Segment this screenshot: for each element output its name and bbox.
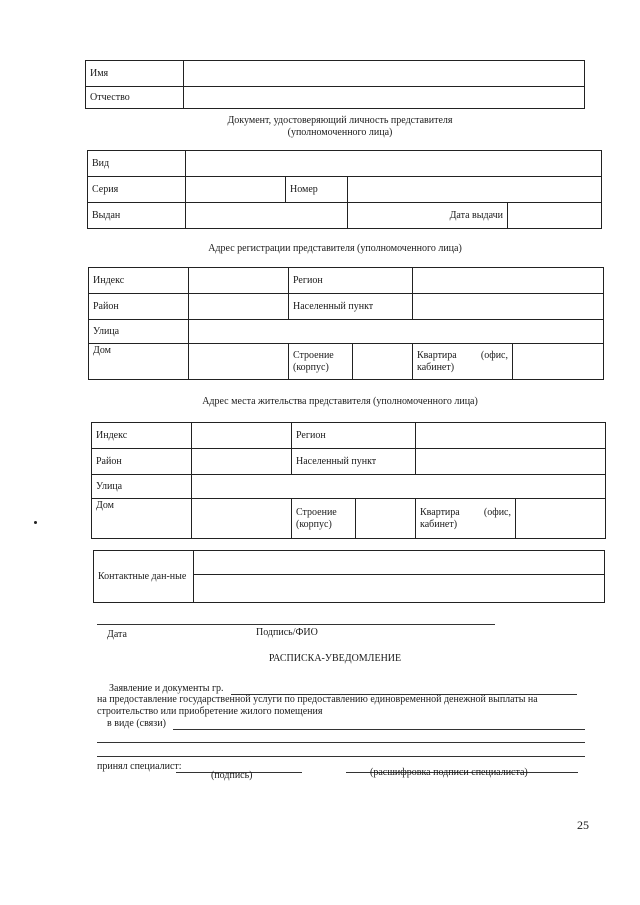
doc-number-field[interactable] [348,177,602,203]
doc-issued-field[interactable] [186,203,348,229]
page-number: 25 [577,818,589,832]
first-name-label: Имя [86,61,184,87]
reg-region-field[interactable] [413,268,604,294]
res-house-field[interactable] [192,499,292,539]
reg-district-label: Район [89,294,189,320]
signature-line[interactable] [97,624,495,625]
reg-house-field[interactable] [189,344,289,380]
receipt-form-line-3[interactable] [97,756,585,757]
res-building-field[interactable] [356,499,416,539]
first-name-field[interactable] [184,61,585,87]
reg-address-table [88,267,604,380]
accepted-label: принял специалист: [97,761,182,772]
reg-locality-label: Населенный пункт [289,294,413,320]
doc-series-label: Серия [88,177,186,203]
doc-series-field[interactable] [186,177,286,203]
receipt-form-line-1[interactable] [173,729,585,730]
receipt-form-line-2[interactable] [97,742,585,743]
doc-issue-date-field[interactable] [508,203,602,229]
doc-type-field[interactable] [186,151,602,177]
reg-region-label: Регион [289,268,413,294]
res-apartment-field[interactable] [516,499,606,539]
res-address-table [91,422,606,539]
res-building-label: Строение (корпус) [292,499,356,539]
res-street-label: Улица [92,475,192,499]
contacts-table [93,550,605,603]
doc-issued-label: Выдан [88,203,186,229]
date-label: Дата [107,629,127,640]
doc-type-label: Вид [88,151,186,177]
reg-building-field[interactable] [353,344,413,380]
name-table [85,60,585,109]
receipt-service-text: на предоставление государственной услуги по предоставлению единовременной денежной выплаты на [97,694,538,705]
doc-section-title: Документ, удостоверяющий личность представителя [227,115,453,126]
reg-apartment-label: Квартира (офис, кабинет) [413,344,513,380]
reg-street-field[interactable] [189,320,604,344]
reg-locality-field[interactable] [413,294,604,320]
stray-mark [34,521,37,524]
res-district-label: Район [92,449,192,475]
reg-street-label: Улица [89,320,189,344]
reg-apartment-field[interactable] [513,344,604,380]
receipt-form-label: в виде (связи) [107,718,166,729]
doc-issue-date-label: Дата выдачи [348,203,508,229]
receipt-applicant-label: Заявление и документы гр. [109,683,224,694]
decode-caption: (расшифровка подписи специалиста) [370,767,528,778]
res-index-label: Индекс [92,423,192,449]
reg-district-field[interactable] [189,294,289,320]
document-table [87,150,602,229]
res-address-title: Адрес места жительства представителя (уполномоченного лица) [202,396,478,407]
res-locality-label: Населенный пункт [292,449,416,475]
receipt-service-text-2: строительство или приобретение жилого помещения [97,706,323,717]
res-apartment-label: Квартира (офис, кабинет) [416,499,516,539]
res-index-field[interactable] [192,423,292,449]
sign-fio-label: Подпись/ФИО [256,627,318,638]
res-region-label: Регион [292,423,416,449]
contacts-label: Контактные дан-ные [94,551,194,603]
patronymic-field[interactable] [184,87,585,109]
patronymic-label: Отчество [86,87,184,109]
reg-building-label: Строение (корпус) [289,344,353,380]
res-house-label: Дом [92,499,192,539]
res-district-field[interactable] [192,449,292,475]
res-street-field[interactable] [192,475,606,499]
contacts-field-2[interactable] [194,575,605,603]
doc-number-label: Номер [286,177,348,203]
reg-address-title: Адрес регистрации представителя (уполномоченного лица) [208,243,462,254]
reg-index-label: Индекс [89,268,189,294]
doc-section-subtitle: (уполномоченного лица) [287,127,393,138]
reg-index-field[interactable] [189,268,289,294]
sign-caption: (подпись) [211,770,253,781]
reg-house-label: Дом [89,344,189,380]
receipt-title: РАСПИСКА-УВЕДОМЛЕНИЕ [268,653,402,664]
res-region-field[interactable] [416,423,606,449]
res-locality-field[interactable] [416,449,606,475]
contacts-field-1[interactable] [194,551,605,575]
